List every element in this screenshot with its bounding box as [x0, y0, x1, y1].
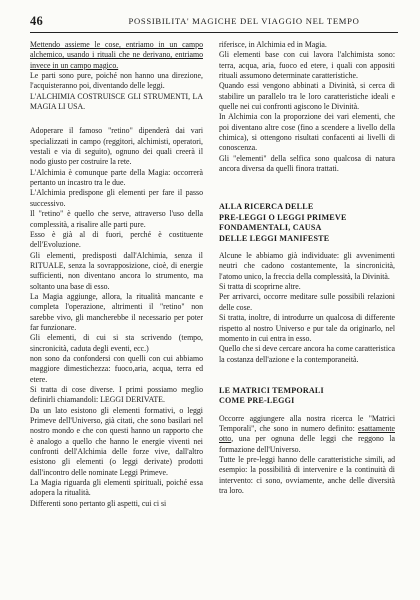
paragraph: Gli "elementi" della selfica sono qualcosa di natura ancora diversa da quelli finora trattati. [219, 153, 395, 174]
paragraph: Alcune le abbiamo già individuate: gli avvenimenti neutri che cadono costantemente, la sincronicità, l'atomo unico, la freccia della complessità, la Divinità. [219, 251, 395, 281]
paragraph: L'Alchimia predispone gli elementi per fare il passo successivo. [30, 188, 203, 208]
paragraph: Per arrivarci, occorre meditare sulle possibili relazioni delle cose. [219, 292, 395, 312]
paragraph: Quello che si deve cercare ancora ha come caratteristica la costanza dell'azione e la contemporaneità. [219, 344, 395, 364]
paragraph: In Alchimia con la proporzione dei vari elementi, che poi diventano altre cose (fino a scendere a livello della chimica), si ottengono risultati confacenti ai livelli di conoscenza. [219, 112, 395, 153]
text-run: Occorre aggiungere alla nostra ricerca le "Matrici Temporali", che sono in numero definito: [219, 413, 395, 434]
paragraph: riferisce, in Alchimia ed in Magia. [219, 40, 327, 49]
paragraph: Le parti sono pure, poiché non hanno una direzione, l'acquisteranno poi, diventando delle leggi. [30, 71, 203, 91]
paragraph: Gli elementi, predisposti dall'Alchimia, senza il RITUALE, senza la sovrapposizione, cioè, di energie sufficienti, non diventano ancora lo strumento, ma soltanto una base di esso. [30, 250, 203, 291]
section-heading [219, 202, 395, 244]
paragraph: Differenti sono pertanto gli aspetti, cui ci si [30, 498, 167, 508]
paragraph: La Magia riguarda gli elementi spirituali, poiché essa adopera la ritualità. [30, 478, 203, 498]
paragraph: Esso è già al di fuori, perché è costituente dell'Evoluzione. [30, 229, 203, 250]
paragraph: Si tratta di scoprirne altre. [219, 282, 301, 292]
paragraph: Gli elementi base con cui lavora l'alchimista sono: terra, acqua, aria, fuoco ed etere, i quali con appositi rituali assumono determinate caratteristiche. [219, 50, 395, 81]
left-column [30, 40, 203, 509]
paragraph: Si tratta di cose diverse. I primi possiamo meglio definirli chiamandoli: LEGGI DERIVATE. [30, 385, 203, 405]
paragraph: Mettendo assieme le cose, entriamo in un campo alchemico, usando i rituali che ne derivano, entriamo invece in un campo magico. [30, 40, 203, 70]
text-run: , una per ognuna delle leggi che reggono la formazione dell'Universo. [219, 434, 395, 454]
paragraph: Il "retino" è quello che serve, attraverso l'uso della complessità, a risalire alle parti pure. [30, 209, 203, 229]
heading-line: ALLA RICERCA DELLE [219, 202, 314, 212]
paragraph: L'Alchimia è comunque parte della Magia: occorrerà pertanto un incastro tra le due. [30, 167, 203, 188]
heading-line: DELLE LEGGI MANIFESTE [219, 233, 330, 243]
underlined-text: esattamente otto [219, 424, 395, 444]
heading-line: COME PRE-LEGGI [219, 396, 295, 406]
paragraph: non sono da confondersi con quelli con cui abbiamo maggiore dimestichezza: fuoco,aria, acqua, terra ed etere. [30, 353, 203, 384]
paragraph [219, 414, 395, 455]
heading-line: FONDAMENTALI, CAUSA [219, 223, 322, 233]
paragraph: Adoperare il famoso "retino" dipenderà dai vari specializzati in campo (reggitori, alchimisti, operatori, vestali e via di seguito), ognuno dei quali creerà il nodo giusto per costruire la rete. [30, 126, 203, 167]
paragraph: La Magia aggiunge, allora, la ritualità mancante e completa l'operazione, altrimenti il "retino" non sarebbe vivo, gli mancherebbe il necessario per poter far funzionare. [30, 291, 203, 332]
page-number: 46 [30, 14, 44, 28]
running-title: POSSIBILITA' MAGICHE DEL VIAGGIO NEL TEMPO [128, 16, 360, 26]
paragraph: Si tratta, inoltre, di introdurre un qualcosa di differente rispetto al nostro Universo e pur tale da originarlo, nel momento in cui entra in esso. [219, 313, 395, 343]
paragraph: Da un lato esistono gli elementi formativi, o leggi Primeve dell'Universo, già citati, che sono basilari nel nostro mondo e che con questi hanno un rapporto che è analogo a quello che hanno le energie viventi nei confronti dell'Alchimia delle forze vive, dall'altro esistono gli elementi (o leggi derivate) prodotti dall'incontro delle nominate Leggi Primeve. [30, 405, 203, 477]
section-heading [219, 386, 395, 407]
right-column [219, 40, 395, 496]
paragraph: Gli elementi, di cui si sta scrivendo (tempo, sincronicità, caduta degli eventi, ecc.) [30, 333, 203, 353]
heading-line: LE MATRICI TEMPORALI [219, 385, 324, 395]
page-header [30, 14, 398, 33]
heading-line: PRE-LEGGI O LEGGI PRIMEVE [219, 212, 347, 222]
paragraph: Quando essi vengono abbinati a Divinità, si cerca di stabilire un parallelo tra le loro caratteristiche ideali e quelle nei cui confronti agiscono le Divinità. [219, 81, 395, 112]
paragraph: Tutte le pre-leggi hanno delle caratteristiche simili, ad esempio: la possibilità di intervenire e la continuità di intervento: ci sono, ovviamente, anche delle diversità tra loro. [219, 455, 395, 496]
paragraph: L'ALCHIMIA COSTRUISCE GLI STRUMENTI, LA MAGIA LI USA. [30, 91, 203, 112]
